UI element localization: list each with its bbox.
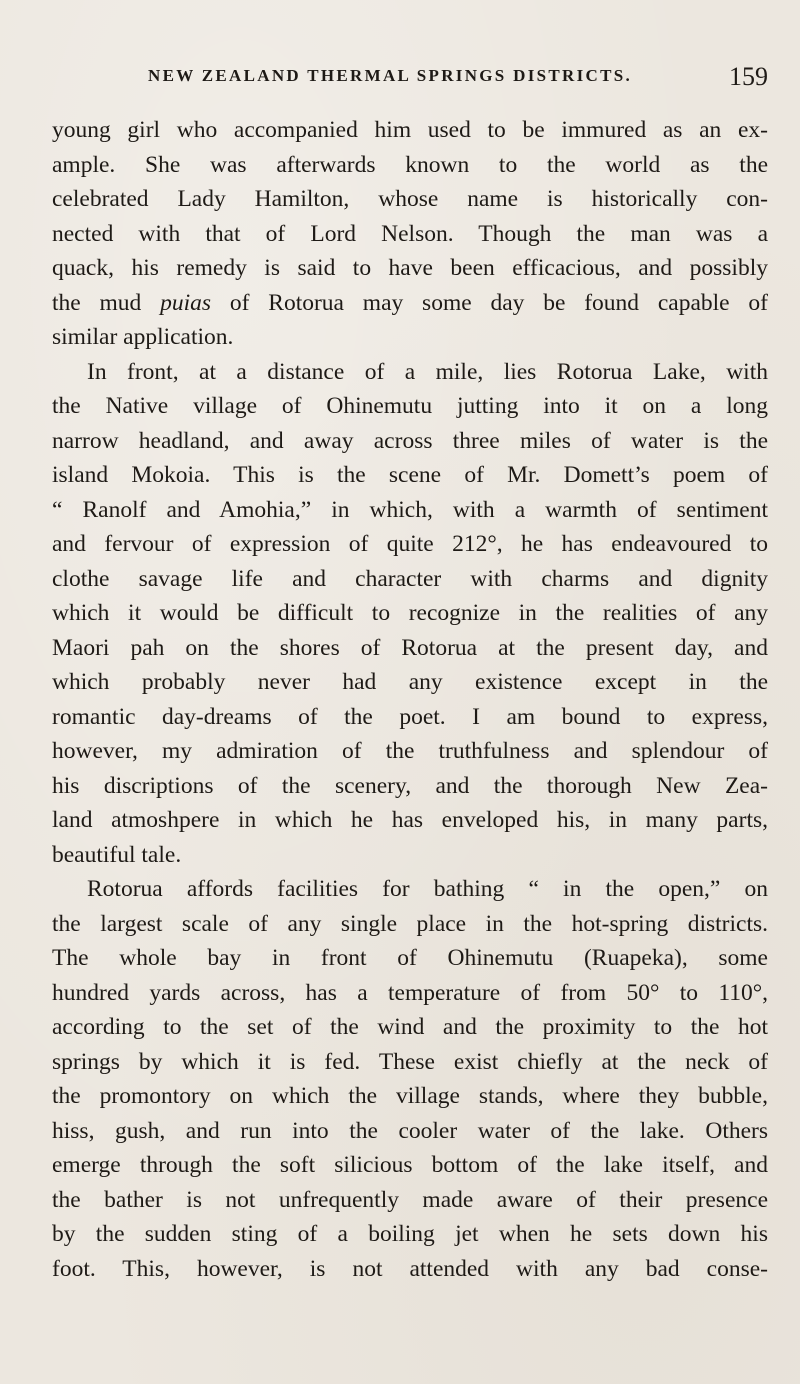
text-line: land atmoshpere in which he has enveloped his, in many parts, [52,807,768,833]
text-line: according to the set of the wind and the proximity to the hot [52,1014,768,1040]
paragraph-end-line: beautiful tale. [52,841,182,868]
text-line: by the sudden sting of a boiling jet when he sets down his [52,1221,768,1247]
text-segment: the mud [52,289,142,316]
body-text [52,113,768,1286]
text-line: the Native village of Ohinemutu jutting into it on a long [52,393,768,419]
text-segment: of Rotorua may some day be found capable of [229,289,768,316]
text-line: celebrated Lady Hamilton, whose name is historically con- [52,186,768,212]
text-line: narrow headland, and away across three miles of water is the [52,427,768,454]
paragraph-start-line: Rotorua affords facilities for bathing “ in the open,” on [87,876,768,902]
text-line: and fervour of expression of quite 212°, he has endeavoured to [52,531,768,557]
text-line: clothe savage life and character with charms and dignity [52,565,768,592]
paragraph-start-line: In front, at a distance of a mile, lies Rotorua Lake, with [87,358,768,385]
running-title: NEW ZEALAND THERMAL SPRINGS DISTRICTS. [148,66,633,85]
paragraph-end-line: similar application. [52,324,234,350]
text-line: ample. She was afterwards known to the world as the [52,151,768,178]
text-line: which probably never had any existence except in the [52,669,768,695]
text-line: Maori pah on the shores of Rotorua at the present day, and [52,634,768,661]
text-line: island Mokoia. This is the scene of Mr. Domett’s poem of [52,462,768,488]
text-line: The whole bay in front of Ohinemutu (Ruapeka), some [52,945,768,971]
text-line: the largest scale of any single place in the hot-spring districts. [52,910,768,937]
text-line: quack, his remedy is said to have been efficacious, and possibly [52,255,768,281]
text-line: springs by which it is fed. These exist chiefly at the neck of [52,1048,768,1075]
text-line: romantic day-dreams of the poet. I am bound to express, [52,703,768,730]
text-line: nected with that of Lord Nelson. Though the man was a [52,220,768,247]
text-line: foot. This, however, is not attended with any bad conse- [52,1255,768,1282]
running-header [148,62,768,98]
text-line: “ Ranolf and Amohia,” in which, with a warmth of sentiment [52,496,768,523]
text-line [52,286,768,321]
text-line: his discriptions of the scenery, and the thorough New Zea- [52,772,768,799]
italic-term-puias: puias [160,289,212,316]
text-line: the promontory on which the village stands, where they bubble, [52,1083,768,1109]
text-line: young girl who accompanied him used to be immured as an ex- [52,117,768,143]
text-line: hiss, gush, and run into the cooler water of the lake. Others [52,1117,768,1144]
text-line: which it would be difficult to recognize in the realities of any [52,600,768,626]
text-line: emerge through the soft silicious bottom of the lake itself, and [52,1152,768,1178]
page-number: 159 [729,62,768,91]
text-line: however, my admiration of the truthfulness and splendour of [52,738,768,764]
text-line: the bather is not unfrequently made aware of their presence [52,1186,768,1213]
text-line: hundred yards across, has a temperature of from 50° to 110°, [52,979,768,1006]
